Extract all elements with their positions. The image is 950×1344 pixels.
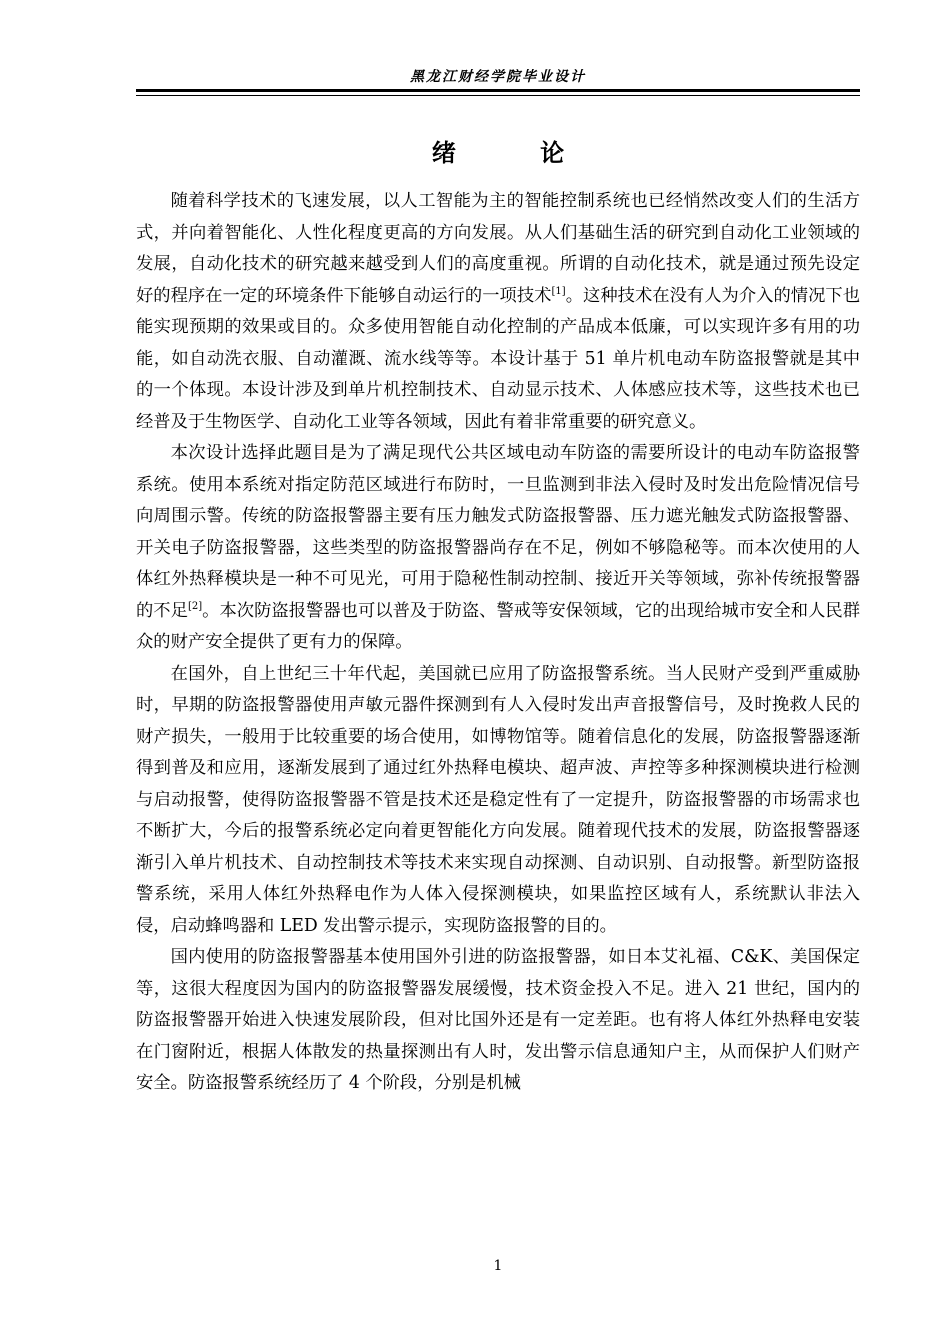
paragraph: 在国外，自上世纪三十年代起，美国就已应用了防盗报警系统。当人民财产受到严重威胁时，早期的防盗报警器使用声敏元器件探测到有人入侵时发出声音报警信号，及时挽救人民的财产损失，一般用于比较重要的场合使用，如博物馆等。随着信息化的发展，防盗报警器逐渐得到普及和应用，逐渐发展到了通过红外热释电模块、超声波、声控等多种探测模块进行检测与启动报警，使得防盗报警器不管是技术还是稳定性有了一定提升，防盗报警器的市场需求也不断扩大，今后的报警系统必定向着更智能化方向发展。随着现代技术的发展，防盗报警器逐渐引入单片机技术、自动控制技术等技术来实现自动探测、自动识别、自动报警。新型防盗报警系统，采用人体红外热释电作为人体入侵探测模块，如果监控区域有人，系统默认非法入侵，启动蜂鸣器和 LED 发出警示提示，实现防盗报警的目的。 bbox=[136, 663, 860, 936]
header-rule-thin bbox=[136, 95, 860, 96]
body-text bbox=[136, 186, 860, 1100]
running-header: 黑龙江财经学院毕业设计 bbox=[410, 69, 586, 85]
paragraph: 本次设计选择此题目是为了满足现代公共区域电动车防盗的需要所设计的电动车防盗报警系统。使用本系统对指定防范区域进行布防时，一旦监测到非法入侵时及时发出危险情况信号向周围示警。传统的防盗报警器主要有压力触发式防盗报警器、压力遮光触发式防盗报警器、开关电子防盗报警器，这些类型的防盗报警器尚存在不足，例如不够隐秘等。而本次使用的人体红外热释模块是一种不可见光，可用于隐秘性制动控制、接近开关等领域，弥补传统报警器的不足[2]。本次防盗报警器也可以普及于防盗、警戒等安保领域，它的出现给城市安全和人民群众的财产安全提供了更有力的保障。 bbox=[136, 443, 860, 652]
page-number: 1 bbox=[493, 1258, 503, 1274]
header-rule-thick bbox=[136, 89, 860, 92]
citation: [2] bbox=[187, 600, 203, 612]
citation: [1] bbox=[551, 285, 566, 297]
chapter-title: 绪 论 bbox=[431, 138, 603, 167]
paragraph: 随着科学技术的飞速发展，以人工智能为主的智能控制系统也已经悄然改变人们的生活方式，并向着智能化、人性化程度更高的方向发展。从人们基础生活的研究到自动化工业领域的发展，自动化技术的研究越来越受到人们的高度重视。所谓的自动化技术，就是通过预先设定好的程序在一定的环境条件下能够自动运行的一项技术[1]。这种技术在没有人为介入的情况下也能实现预期的效果或目的。众多使用智能自动化控制的产品成本低廉，可以实现许多有用的功能，如自动洗衣服、自动灌溉、流水线等等。本设计基于 51 单片机电动车防盗报警就是其中的一个体现。本设计涉及到单片机控制技术、自动显示技术、人体感应技术等，这些技术也已经普及于生物医学、自动化工业等各领域，因此有着非常重要的研究意义。 bbox=[136, 191, 860, 432]
paragraph: 国内使用的防盗报警器基本使用国外引进的防盗报警器，如日本艾礼福、C&K、美国保定等，这很大程度因为国内的防盗报警器发展缓慢，技术资金投入不足。进入 21 世纪，国内的防盗报警器开始进入快速发展阶段，但对比国外还是有一定差距。也有将人体红外热释电安装在门窗附近，根据人体散发的热量探测出有人时，发出警示信息通知户主，从而保护人们财产安全。防盗报警系统经历了 4 个阶段，分别是机械 bbox=[136, 947, 860, 1093]
